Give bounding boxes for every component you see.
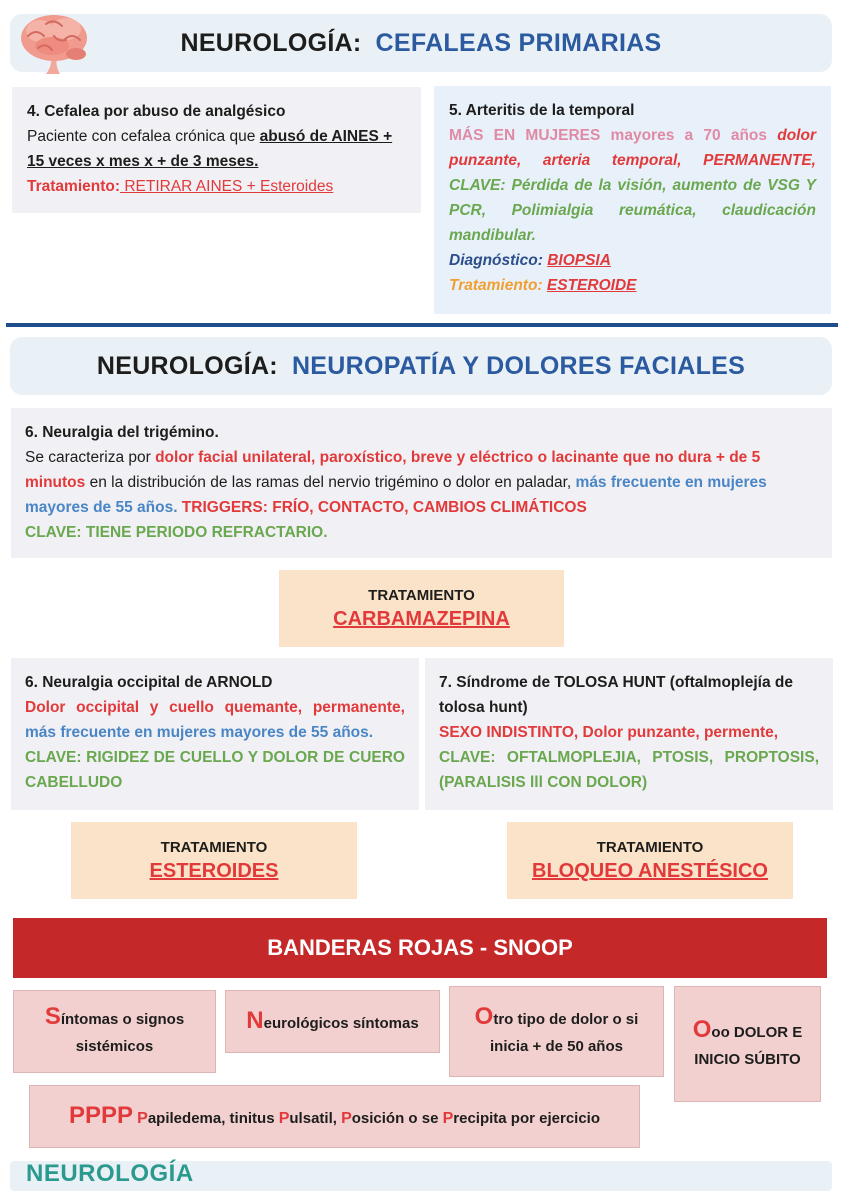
card-body — [25, 695, 405, 745]
snoop-letter-n: N — [246, 1006, 264, 1034]
header-main: NEUROLOGÍA: — [96, 351, 278, 380]
card-body — [449, 123, 816, 248]
text-red: dolor facial unilateral, paroxístico, breve y eléctrico o lacinante que no dura + de 5 minutos — [25, 449, 761, 491]
snoop-box-pppp — [29, 1085, 640, 1148]
text-red: SEXO INDISTINTO, Dolor punzante, permente, — [439, 724, 779, 741]
snoop-box-neurologicos — [225, 990, 440, 1053]
snoop-p2-text: ulsatil, — [289, 1109, 342, 1127]
snoop-p4-text: recipita por ejercicio — [453, 1109, 601, 1127]
body-underlined: abusó de AINES + 15 veces x mes x + de 3 meses. — [27, 128, 393, 170]
snoop-letter-o2: O — [692, 1015, 712, 1043]
snoop-text: tro tipo de dolor o si — [493, 1011, 639, 1028]
snoop-text: eurológicos síntomas — [263, 1014, 419, 1032]
treatment-box-carbamazepina — [279, 570, 564, 647]
body-text: Paciente con cefalea crónica que — [27, 128, 260, 145]
card-title: 5. Arteritis de la temporal — [449, 102, 635, 119]
treatment-label: TRATAMIENTO — [368, 586, 475, 604]
snoop-text-2: sistémicos — [75, 1038, 154, 1055]
header-cefaleas — [10, 14, 832, 72]
text-clave: CLAVE: OFTALMOPLEJIA, PTOSIS, PROPTOSIS, (PARALISIS lll CON DOLOR) — [439, 749, 819, 791]
header-main: NEUROLOGÍA: — [180, 28, 362, 57]
text-plain: Se caracteriza por — [25, 449, 156, 466]
snoop-p1: P — [137, 1109, 148, 1127]
banner-title: BANDERAS ROJAS - SNOOP — [267, 935, 573, 960]
card-cefalea-analgesico — [12, 87, 421, 213]
treatment-value: ESTEROIDE — [546, 277, 637, 294]
snoop-p3: P — [341, 1109, 352, 1127]
snoop-text: oo DOLOR E — [711, 1023, 803, 1041]
snoop-text-2: INICIO SÚBITO — [694, 1050, 801, 1068]
card-body — [27, 124, 406, 174]
banderas-rojas-banner — [13, 918, 827, 978]
snoop-p4: P — [442, 1109, 454, 1127]
text-pink: MÁS EN MUJERES mayores a 70 años — [449, 127, 768, 144]
text-blue: más frecuente en mujeres mayores de 55 años. — [25, 474, 767, 516]
treatment-drug: ESTEROIDES — [149, 859, 279, 882]
text-blue: más frecuente en mujeres mayores de 55 años. — [25, 724, 374, 741]
diagnosis-line — [449, 248, 816, 273]
snoop-text: íntomas o signos — [60, 1011, 185, 1028]
diagnosis-value: BIOPSIA — [547, 252, 611, 269]
treatment-box-esteroides — [71, 822, 357, 899]
text-triggers: TRIGGERS: FRÍO, CONTACTO, CAMBIOS CLIMÁTICOS — [177, 499, 587, 516]
treatment-line — [27, 174, 406, 199]
snoop-letter-s: S — [44, 1003, 61, 1030]
snoop-p3-text: osición o se — [351, 1109, 443, 1127]
card-neuralgia-trigemino — [11, 408, 832, 558]
card-title: 6. Neuralgia occipital de ARNOLD — [25, 674, 273, 691]
treatment-drug: BLOQUEO ANESTÉSICO — [532, 859, 768, 882]
card-body — [25, 445, 818, 520]
snoop-p1-text: apiledema, tinitus — [147, 1109, 279, 1127]
text-clave: CLAVE: TIENE PERIODO REFRACTARIO. — [25, 524, 328, 541]
snoop-letters-pppp: PPPP — [68, 1101, 133, 1129]
snoop-box-sintomas — [13, 990, 216, 1073]
text-red: Dolor occipital y cuello quemante, permanente, — [25, 699, 405, 716]
card-title: 6. Neuralgia del trigémino. — [25, 424, 219, 441]
treatment-line — [449, 273, 816, 298]
section-divider — [6, 323, 838, 327]
card-tolosa-hunt — [425, 658, 833, 810]
text-red: dolor punzante, arteria temporal, PERMANENTE, — [449, 127, 816, 169]
treatment-value: RETIRAR AINES + Esteroides — [120, 178, 334, 195]
treatment-label: TRATAMIENTO — [160, 838, 268, 856]
treatment-label: Tratamiento: — [27, 178, 121, 195]
treatment-label: TRATAMIENTO — [596, 838, 704, 856]
brain-icon — [16, 10, 94, 76]
text-clave: CLAVE: RIGIDEZ DE CUELLO Y DOLOR DE CUERO CABELLUDO — [25, 749, 405, 791]
treatment-box-bloqueo — [507, 822, 793, 899]
treatment-label: Tratamiento: — [449, 277, 543, 294]
text-green: CLAVE: Pérdida de la visión, aumento de VSG Y PCR, Polimialgia reumática, claudicación mandibular. — [449, 177, 816, 244]
card-arteritis-temporal — [434, 86, 831, 314]
text-plain-2: en la distribución de las ramas del nervio trigémino o dolor en paladar, — [85, 474, 576, 491]
footer-title: NEUROLOGÍA — [26, 1160, 194, 1187]
snoop-box-otro-dolor — [449, 986, 664, 1077]
header-sub: NEUROPATÍA Y DOLORES FACIALES — [291, 351, 746, 380]
card-neuralgia-occipital — [11, 658, 419, 810]
card-title: 4. Cefalea por abuso de analgésico — [27, 103, 286, 120]
snoop-p2: P — [278, 1109, 290, 1127]
header-sub: CEFALEAS PRIMARIAS — [375, 28, 662, 57]
treatment-drug: CARBAMAZEPINA — [333, 607, 510, 630]
snoop-box-inicio-subito — [674, 986, 821, 1102]
snoop-letter-o: O — [474, 1003, 494, 1030]
card-title: 7. Síndrome de TOLOSA HUNT (oftalmoplejía de tolosa hunt) — [439, 674, 793, 716]
diagnosis-label: Diagnóstico: — [449, 252, 543, 269]
snoop-text-2: inicia + de 50 años — [490, 1038, 623, 1055]
header-neuropatia — [10, 337, 832, 395]
